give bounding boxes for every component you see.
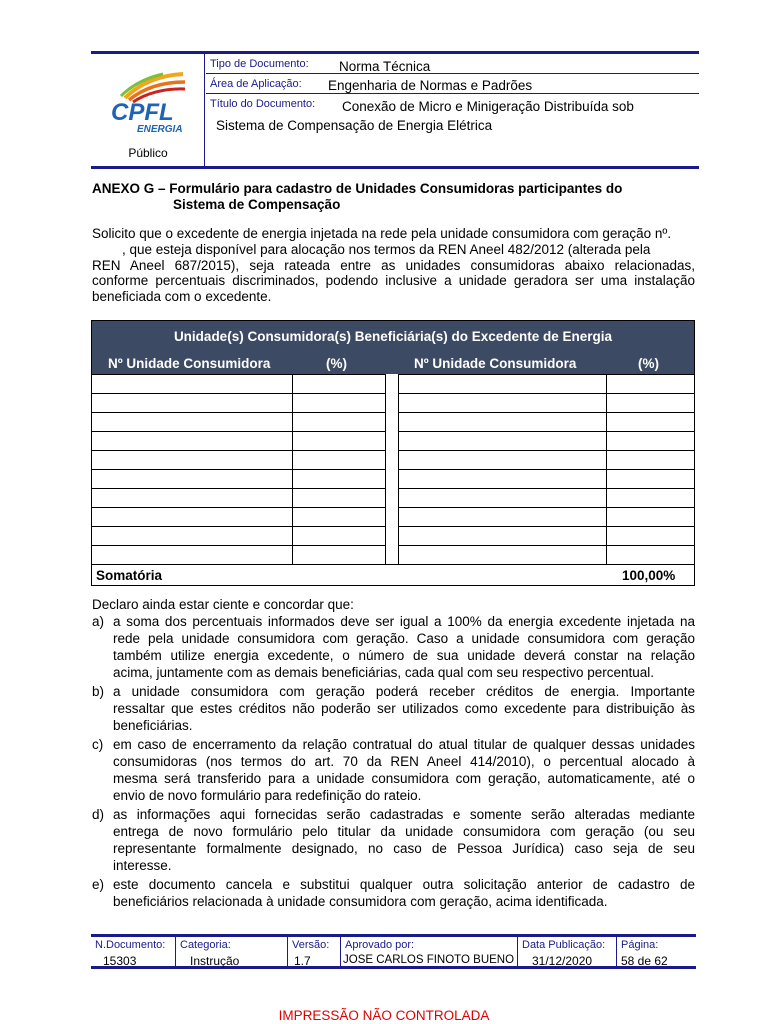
table-cell[interactable] — [606, 545, 694, 564]
table-cell[interactable] — [293, 526, 385, 545]
table-cell[interactable] — [92, 526, 292, 545]
table-cell[interactable] — [606, 507, 694, 526]
item-line: beneficiárias. — [113, 718, 193, 733]
table-cell[interactable] — [398, 393, 606, 412]
column-divider — [606, 374, 607, 564]
classification-label: Público — [128, 146, 168, 160]
footer-doc-number-value: 15303 — [103, 954, 137, 968]
footer-version-label: Versão: — [292, 939, 330, 951]
declaration-item — [92, 736, 695, 804]
table-cell[interactable] — [293, 507, 385, 526]
title-value-line1: Conexão de Micro e Minigeração Distribuída sob — [342, 99, 634, 114]
area-label: Área de Aplicação: — [210, 78, 302, 90]
table-cell[interactable] — [606, 374, 694, 393]
table-cell[interactable] — [293, 412, 385, 431]
footer-category-label: Categoria: — [180, 939, 231, 951]
table-cell[interactable] — [398, 431, 606, 450]
item-letter: d) — [92, 807, 105, 822]
item-line: mesma será transferido para a unidade consumidora com geração, automaticamente, até o — [113, 771, 695, 786]
table-cell[interactable] — [398, 469, 606, 488]
item-line: entrega de novo formulário pelo titular da unidade consumidora com geração (ou seu — [113, 824, 695, 839]
footer-page — [616, 937, 696, 966]
declaration-item — [92, 876, 695, 910]
table-cell[interactable] — [398, 412, 606, 431]
area-row — [206, 74, 699, 94]
item-letter: a) — [92, 614, 105, 629]
area-value: Engenharia de Normas e Padrões — [328, 78, 533, 93]
declaration-item — [92, 806, 695, 874]
beneficiary-table — [91, 320, 695, 586]
item-line: em caso de encerramento da relação contratual do atual titular de qualquer dessas unidades — [113, 737, 695, 752]
footer-doc-number — [91, 937, 175, 966]
table-cell[interactable] — [92, 469, 292, 488]
intro-line: beneficiada com o excedente. — [92, 289, 272, 305]
column-header-unit-1: Nº Unidade Consumidora — [108, 356, 271, 371]
footer-pub-date-value: 31/12/2020 — [532, 954, 593, 968]
intro-paragraph — [92, 226, 695, 305]
column-header-percent-2: (%) — [638, 356, 659, 371]
column-header-percent-1: (%) — [326, 356, 347, 371]
table-cell[interactable] — [92, 450, 292, 469]
sum-label: Somatória — [96, 568, 163, 583]
logo-subtext: ENERGIA — [137, 124, 183, 135]
footer-pub-date — [517, 937, 616, 966]
item-line: também utilize energia excedente, o número de sua unidade deverá constar na relação — [113, 648, 695, 663]
item-line: ressaltar que estes créditos não poderão ser utilizados como excedente para distribuição às — [113, 701, 695, 716]
logo-box — [91, 54, 205, 166]
table-cell[interactable] — [92, 412, 292, 431]
title-label: Título do Documento: — [210, 98, 316, 110]
document-header — [91, 51, 699, 169]
footer-page-label: Página: — [621, 939, 659, 951]
document-footer — [91, 934, 696, 969]
footer-category-value: Instrução — [190, 954, 240, 968]
table-cell[interactable] — [293, 450, 385, 469]
table-cell[interactable] — [293, 469, 385, 488]
doc-type-row — [206, 54, 699, 74]
table-cell[interactable] — [398, 526, 606, 545]
table-cell[interactable] — [293, 431, 385, 450]
table-cell[interactable] — [92, 545, 292, 564]
column-divider — [398, 374, 399, 564]
item-line: rede pela unidade consumidora com geração. Caso a unidade consumidora com geração — [113, 631, 695, 646]
footer-page-value: 58 de 62 — [621, 954, 668, 968]
table-header-row — [92, 353, 694, 374]
table-cell[interactable] — [92, 374, 292, 393]
table-cell[interactable] — [606, 469, 694, 488]
item-line: interesse. — [113, 858, 172, 873]
declaration-item — [92, 683, 695, 734]
footer-version-value: 1.7 — [294, 954, 311, 968]
table-cell[interactable] — [293, 393, 385, 412]
table-cell[interactable] — [398, 450, 606, 469]
item-letter: e) — [92, 877, 105, 892]
sum-value: 100,00% — [622, 568, 676, 583]
item-line: envio de novo formulário para redefinição do rateio. — [113, 788, 422, 803]
column-divider — [292, 374, 293, 564]
column-header-unit-2: Nº Unidade Consumidora — [414, 356, 577, 371]
table-title: Unidade(s) Consumidora(s) Beneficiária(s) do Excedente de Energia — [92, 321, 694, 353]
item-line: consumidoras (nos termos do art. 70 da REN Aneel 414/2010), o percentual alocado à — [113, 754, 695, 769]
uncontrolled-print-notice: IMPRESSÃO NÃO CONTROLADA — [278, 1008, 490, 1023]
table-cell[interactable] — [398, 545, 606, 564]
doc-type-value: Norma Técnica — [339, 59, 431, 74]
sum-row — [92, 564, 694, 585]
intro-line: REN Aneel 687/2015), seja rateada entre as unidades consumidoras abaixo relacionadas, — [92, 257, 695, 273]
footer-category — [175, 937, 287, 966]
item-letter: b) — [92, 684, 105, 699]
annex-title-line2: Sistema de Compensação — [173, 197, 341, 212]
annex-title-line1: ANEXO G – Formulário para cadastro de Unidades Consumidoras participantes do — [92, 181, 623, 196]
footer-approved — [340, 937, 517, 966]
item-line: acima, juntamente com as demais beneficiárias, cada qual com seu respectivo percentual. — [113, 665, 655, 680]
item-line: representante formalmente designado, no caso de Pessoa Jurídica) caso seja de seu — [113, 841, 695, 856]
intro-line: conforme percentuais discriminados, podendo inclusive a unidade geradora ser uma instalação — [92, 273, 695, 289]
item-line: as informações aqui fornecidas serão cadastradas e somente serão alteradas mediante — [113, 807, 695, 822]
table-cell[interactable] — [606, 488, 694, 507]
cpfl-logo — [107, 68, 189, 138]
item-line: este documento cancela e substitui qualquer outra solicitação anterior de cadastro de — [113, 877, 695, 892]
column-spacer — [386, 374, 398, 564]
table-body — [92, 374, 694, 564]
declaration-item — [92, 613, 695, 681]
table-cell[interactable] — [606, 450, 694, 469]
footer-pub-date-label: Data Publicação: — [522, 939, 606, 951]
footer-version — [287, 937, 340, 966]
doc-type-label: Tipo de Documento: — [210, 58, 309, 70]
table-cell[interactable] — [92, 393, 292, 412]
declaration-lead: Declaro ainda estar ciente e concordar que: — [92, 597, 354, 612]
logo-text: CPFL — [111, 99, 174, 126]
intro-line: , que esteja disponível para alocação nos termos da REN Aneel 482/2012 (alterada pela — [92, 241, 651, 257]
table-cell[interactable] — [293, 374, 385, 393]
table-cell[interactable] — [293, 488, 385, 507]
footer-doc-number-label: N.Documento: — [95, 939, 166, 951]
intro-line: Solicito que o excedente de energia injetada na rede pela unidade consumidora com geração nº. — [92, 226, 672, 241]
item-letter: c) — [92, 737, 104, 752]
table-cell[interactable] — [398, 374, 606, 393]
table-cell[interactable] — [606, 412, 694, 431]
footer-approved-value: JOSE CARLOS FINOTO BUENO — [343, 954, 515, 966]
table-cell[interactable] — [92, 431, 292, 450]
item-line: a soma dos percentuais informados deve ser igual a 100% da energia excedente injetada na — [113, 614, 695, 629]
table-cell[interactable] — [398, 488, 606, 507]
title-row — [206, 94, 699, 166]
table-cell[interactable] — [606, 526, 694, 545]
item-line: beneficiários relacionada à unidade consumidora com geração, acima identificada. — [113, 894, 608, 909]
table-cell[interactable] — [92, 488, 292, 507]
declaration-section — [92, 596, 695, 912]
footer-approved-label: Aprovado por: — [345, 939, 415, 951]
table-cell[interactable] — [606, 431, 694, 450]
table-cell[interactable] — [293, 545, 385, 564]
table-cell[interactable] — [606, 393, 694, 412]
item-line: a unidade consumidora com geração poderá receber créditos de energia. Importante — [113, 684, 695, 699]
table-cell[interactable] — [92, 507, 292, 526]
title-value-line2: Sistema de Compensação de Energia Elétrica — [216, 118, 493, 133]
table-cell[interactable] — [398, 507, 606, 526]
